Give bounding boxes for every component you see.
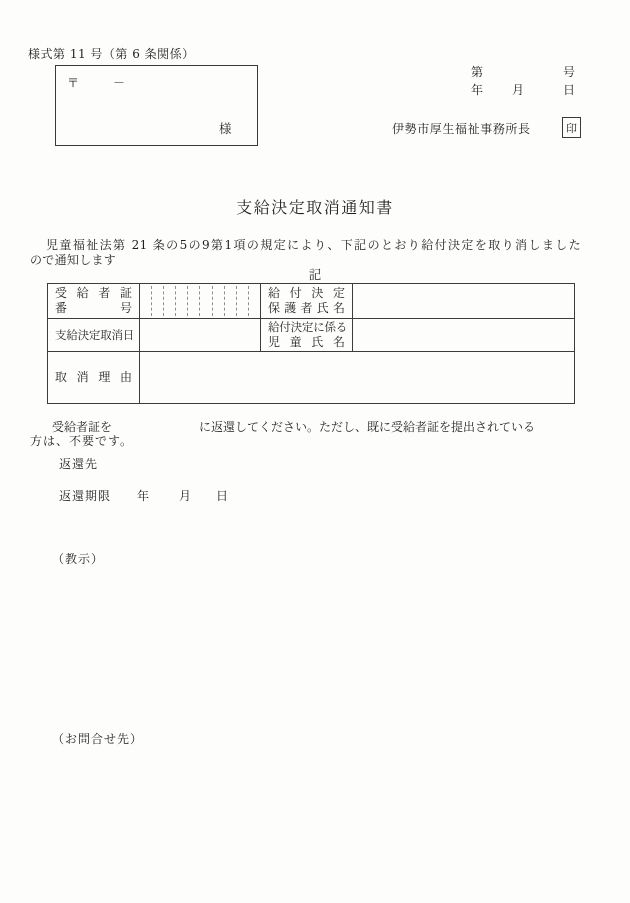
digit-box [140,286,152,316]
return-deadline-label: 返還期限 [59,489,112,503]
body-paragraph-line2: ので通知します [30,252,117,267]
body-paragraph [30,238,581,267]
return-instruction-part2: に返還してください。ただし、既に受給者証を提出されている [199,420,536,434]
addressee-suffix: 様 [219,121,232,136]
digit-box [164,286,176,316]
digit-box [249,286,260,316]
date-day-label: 日 [563,83,576,97]
benefit-decision-guardian-label: 給 付 決 定 保 護 者 氏 名 [261,284,353,319]
form-number: 様式第 11 号（第 6 条関係） [28,47,195,61]
cancellation-reason-label: 取 消 理 由 [48,352,140,403]
date-year-label: 年 [471,83,484,97]
return-instruction-line2: 方は、不要です。 [30,434,134,448]
digit-box [200,286,212,316]
cancellation-table [47,283,575,404]
digit-box [176,286,188,316]
return-to-label: 返還先 [59,457,99,471]
digit-box [225,286,237,316]
guardian-name-field [353,284,574,319]
ki-heading: 記 [308,267,322,282]
doc-number-prefix: 第 [471,65,484,79]
date-month-label: 月 [512,83,525,97]
page-title: 支給決定取消通知書 [236,198,394,217]
return-deadline-year-label: 年 [137,489,150,503]
return-deadline-month-label: 月 [179,489,192,503]
digit-box [237,286,249,316]
doc-number-suffix: 号 [563,65,576,79]
seal-stamp: 印 [562,117,581,138]
postal-mark-icon: 〒 [67,76,80,90]
contact-note: （お問合せ先） [52,732,144,746]
child-name-label: 給付決定に係る 児 童 氏 名 [261,319,353,352]
cancellation-date-label: 支給決定取消日 [48,319,140,352]
body-paragraph-line1: 児童福祉法第 21 条の5の9第1項の規定により、下記のとおり給付決定を取り消しました [46,238,581,252]
return-deadline-day-label: 日 [216,489,229,503]
issuer-title: 伊勢市厚生福祉事務所長 [392,122,531,136]
child-name-field [353,319,574,352]
postal-line [67,74,125,91]
recipient-number-field [140,284,261,319]
digit-box [152,286,164,316]
recipient-number-boxes [140,284,260,318]
cancellation-reason-field [140,352,574,403]
kyoji-note: （教示） [52,552,105,566]
cancellation-date-field [140,319,261,352]
address-box [55,65,258,146]
postal-dash: － [113,76,126,90]
recipient-cert-number-label: 受 給 者 証 番 号 [48,284,140,319]
digit-box [213,286,225,316]
digit-box [188,286,200,316]
return-instruction-part1: 受給者証を [52,420,113,434]
